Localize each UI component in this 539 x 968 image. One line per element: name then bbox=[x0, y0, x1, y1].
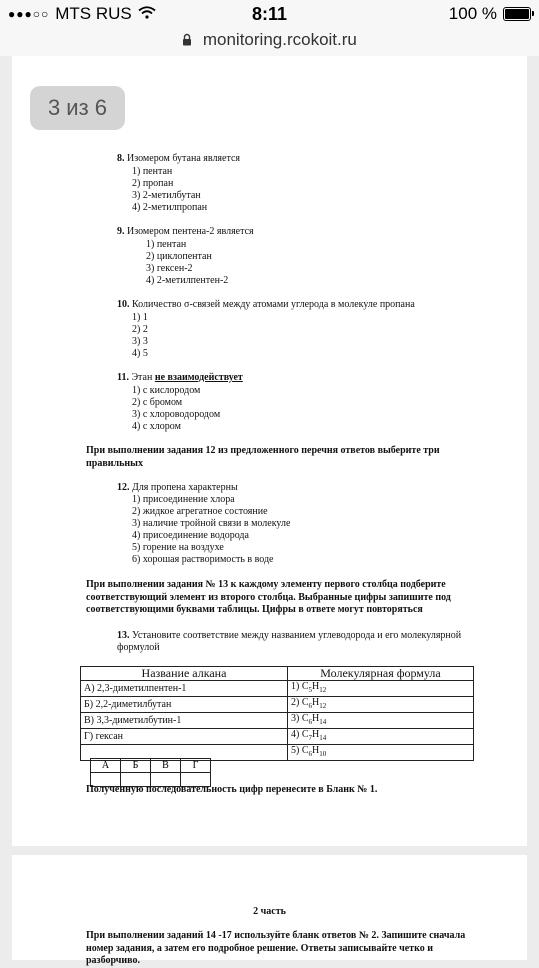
column-header: Название алкана bbox=[81, 667, 288, 681]
table-cell: В) 3,3-диметилбутин-1 bbox=[81, 713, 288, 729]
table-cell: Б) 2,2-диметилбутан bbox=[81, 697, 288, 713]
option: 4) 2-метилпропан bbox=[132, 202, 208, 213]
option: 4) с хлором bbox=[132, 421, 181, 432]
table-cell: 1) $C_5H_{12}$ bbox=[288, 681, 474, 697]
table-cell: 5) $C_6H_{10}$ bbox=[288, 745, 474, 761]
question-text: Этан bbox=[131, 372, 155, 383]
question-text: Изомером бутана является bbox=[127, 153, 241, 164]
table-cell: А) 2,3-диметилпентен-1 bbox=[81, 681, 288, 697]
battery-icon bbox=[503, 7, 531, 21]
question-number: 10. bbox=[117, 299, 130, 310]
option: 2) 2 bbox=[132, 324, 148, 335]
carrier-label: MTS RUS bbox=[55, 4, 132, 23]
clock: 8:11 bbox=[251, 4, 288, 24]
option: 1) пентан bbox=[132, 166, 173, 177]
question-11 bbox=[117, 372, 243, 383]
question-13 bbox=[117, 630, 477, 654]
option: 3) наличие тройной связи в молекуле bbox=[132, 518, 291, 529]
part2-instruction: При выполнении заданий 14 -17 используйте бланк ответов № 2. Запишите сначала номер задания, а затем его подробное решение. Ответы записывайте четко и разборчиво. bbox=[86, 930, 466, 966]
option: 5) горение на воздухе bbox=[132, 542, 224, 553]
instruction-13: При выполнении задания № 13 к каждому элементу первого столбца подберите соответствующий элемент из второго столбца. Выбранные цифры запишите под соответствующими буквами таблицы. Цифры в ответе могут повторяться bbox=[86, 579, 451, 615]
battery-percent: 100 % bbox=[448, 4, 497, 23]
option: 2) с бромом bbox=[132, 397, 183, 408]
signal-icon: ●●●○○ bbox=[8, 7, 50, 21]
page-indicator: 3 из 6 bbox=[30, 86, 125, 130]
option: 1) пентан bbox=[146, 239, 187, 250]
address-bar[interactable] bbox=[0, 30, 539, 56]
table-cell: 3) $C_6H_{14}$ bbox=[288, 713, 474, 729]
question-9 bbox=[117, 226, 254, 237]
option: 6) хорошая растворимость в воде bbox=[132, 554, 274, 565]
question-number: 12. bbox=[117, 482, 130, 493]
question-text: Установите соответствие между названием углеводорода и его молекулярной формулой bbox=[117, 630, 462, 653]
question-text: Количество σ-связей между атомами углерода в молекуле пропана bbox=[132, 299, 415, 310]
question-number: 9. bbox=[117, 226, 125, 237]
part-title: 2 часть bbox=[253, 906, 286, 917]
option: 3) 3 bbox=[132, 336, 148, 347]
question-text: Для пропена характерны bbox=[132, 482, 238, 493]
answer-letter: А bbox=[91, 759, 121, 773]
option: 1) присоединение хлора bbox=[132, 494, 235, 505]
url-text: monitoring.rcokoit.ru bbox=[202, 30, 357, 49]
question-text: Изомером пентена-2 является bbox=[127, 226, 254, 237]
table-cell: Г) гексан bbox=[81, 729, 288, 745]
question-number: 8. bbox=[117, 153, 125, 164]
matching-table bbox=[80, 666, 474, 761]
answer-letter: В bbox=[151, 759, 181, 773]
status-bar bbox=[0, 0, 539, 30]
question-12 bbox=[117, 482, 238, 493]
transfer-note: Полученную последовательность цифр перенесите в Бланк № 1. bbox=[86, 784, 378, 795]
column-header: Молекулярная формула bbox=[288, 667, 474, 681]
question-number: 13. bbox=[117, 630, 130, 641]
table-cell: 2) $C_6H_{12}$ bbox=[288, 697, 474, 713]
option: 4) 2-метилпентен-2 bbox=[146, 275, 229, 286]
table-cell: 4) $C_7H_{14}$ bbox=[288, 729, 474, 745]
option: 1) с кислородом bbox=[132, 385, 201, 396]
option: 1) 1 bbox=[132, 312, 148, 323]
option: 3) с хлороводородом bbox=[132, 409, 221, 420]
option: 2) жидкое агрегатное состояние bbox=[132, 506, 268, 517]
option: 2) циклопентан bbox=[146, 251, 212, 262]
instruction-12: При выполнении задания 12 из предложенного перечня ответов выберите три правильных bbox=[86, 445, 440, 469]
option: 3) гексен-2 bbox=[146, 263, 193, 274]
answer-letter: Г bbox=[181, 759, 211, 773]
option: 4) 5 bbox=[132, 348, 148, 359]
answer-table bbox=[90, 758, 211, 787]
answer-letter: Б bbox=[121, 759, 151, 773]
option: 4) присоединение водорода bbox=[132, 530, 249, 541]
question-10 bbox=[117, 299, 415, 310]
option: 3) 2-метилбутан bbox=[132, 190, 201, 201]
emphasis-text: не взаимодействует bbox=[154, 372, 243, 383]
question-number: 11. bbox=[117, 372, 129, 383]
option: 2) пропан bbox=[132, 178, 174, 189]
question-8 bbox=[117, 153, 240, 164]
lock-icon bbox=[182, 31, 192, 51]
